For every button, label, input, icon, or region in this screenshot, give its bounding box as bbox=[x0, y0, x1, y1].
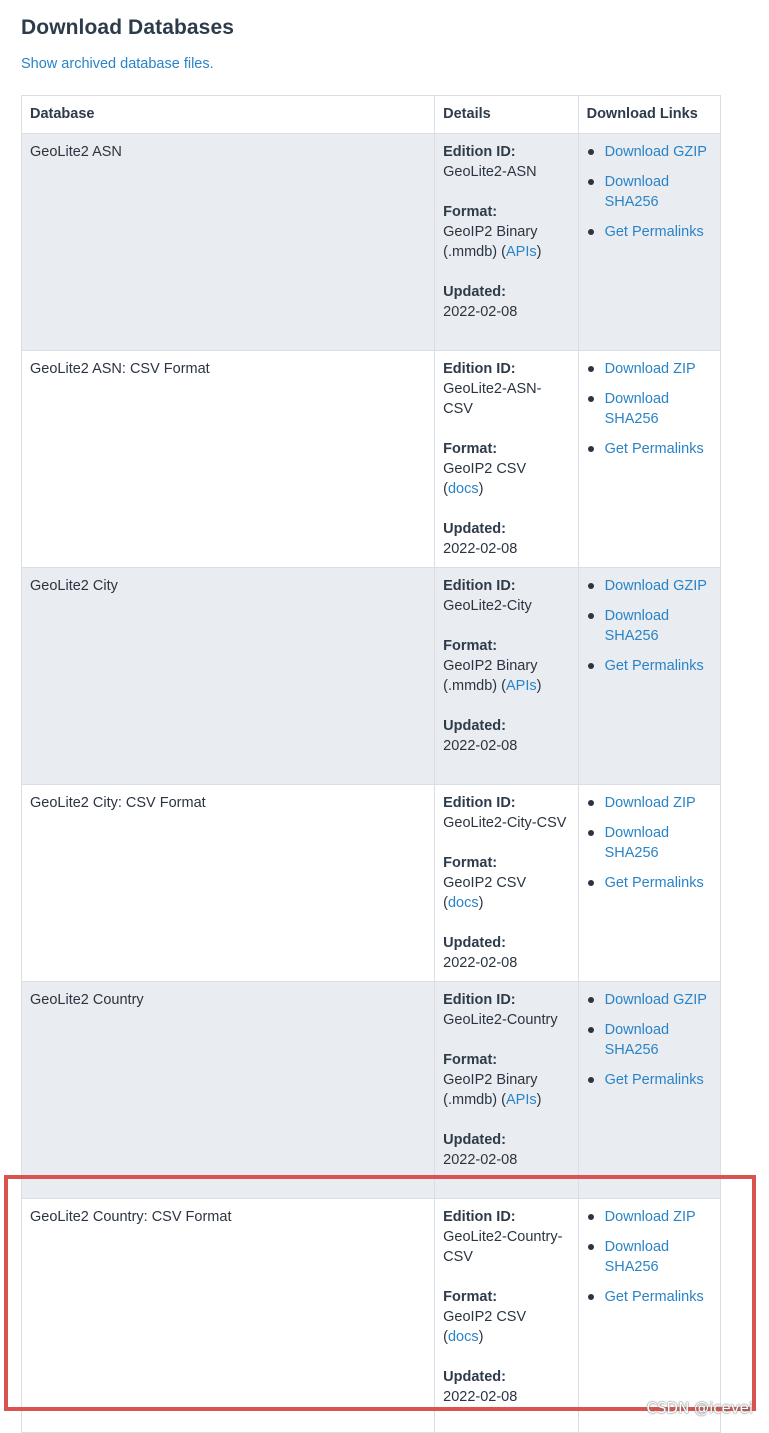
download-sha256-link[interactable]: Download SHA256 bbox=[604, 1239, 670, 1275]
download-archive-link[interactable]: Download ZIP bbox=[604, 795, 696, 811]
list-item bbox=[587, 793, 712, 813]
format-suffix: ) bbox=[536, 678, 542, 694]
format-suffix: ) bbox=[478, 481, 484, 497]
edition-label: Edition ID: bbox=[443, 795, 516, 811]
updated-date: 2022-02-08 bbox=[443, 1389, 518, 1405]
edition-label: Edition ID: bbox=[443, 361, 516, 377]
format-docs-link[interactable]: docs bbox=[447, 481, 479, 497]
database-name: GeoLite2 ASN: CSV Format bbox=[30, 361, 210, 377]
list-item bbox=[587, 606, 712, 646]
format-suffix: ) bbox=[478, 1329, 484, 1345]
database-name: GeoLite2 Country bbox=[30, 992, 144, 1008]
table-row bbox=[22, 568, 721, 785]
database-name: GeoLite2 ASN bbox=[30, 144, 122, 160]
download-links-cell bbox=[578, 568, 720, 785]
format-value bbox=[443, 656, 569, 696]
format-text: GeoIP2 CSV ( bbox=[443, 875, 527, 911]
download-links-list bbox=[587, 1207, 712, 1307]
details-cell bbox=[435, 568, 578, 785]
format-label: Format: bbox=[443, 1289, 498, 1305]
get-permalinks-link[interactable]: Get Permalinks bbox=[604, 658, 704, 674]
table-row bbox=[22, 785, 721, 982]
updated-label: Updated: bbox=[443, 935, 506, 951]
edition-block bbox=[443, 793, 569, 833]
details-cell bbox=[435, 785, 578, 982]
database-name-cell bbox=[22, 1199, 435, 1433]
list-item bbox=[587, 1070, 712, 1090]
download-archive-link[interactable]: Download ZIP bbox=[604, 1209, 696, 1225]
get-permalinks-link[interactable]: Get Permalinks bbox=[604, 441, 704, 457]
table-row bbox=[22, 134, 721, 351]
download-sha256-link[interactable]: Download SHA256 bbox=[604, 825, 670, 861]
format-docs-link[interactable]: APIs bbox=[505, 678, 537, 694]
page-title: Download Databases bbox=[21, 16, 235, 39]
database-name: GeoLite2 City bbox=[30, 578, 118, 594]
list-item bbox=[587, 873, 712, 893]
format-suffix: ) bbox=[536, 1092, 542, 1108]
header-database: Database bbox=[22, 96, 435, 134]
header-details: Details bbox=[435, 96, 578, 134]
format-label: Format: bbox=[443, 638, 498, 654]
format-label: Format: bbox=[443, 855, 498, 871]
format-value bbox=[443, 222, 569, 262]
database-name-cell bbox=[22, 351, 435, 568]
databases-table bbox=[21, 95, 721, 1433]
edition-block bbox=[443, 1207, 569, 1267]
edition-block bbox=[443, 142, 569, 182]
updated-date: 2022-02-08 bbox=[443, 541, 518, 557]
format-suffix: ) bbox=[478, 895, 484, 911]
table-row bbox=[22, 1199, 721, 1433]
table-row bbox=[22, 982, 721, 1199]
details-cell bbox=[435, 351, 578, 568]
list-item bbox=[587, 142, 712, 162]
details-cell bbox=[435, 982, 578, 1199]
edition-label: Edition ID: bbox=[443, 992, 516, 1008]
database-name: GeoLite2 Country: CSV Format bbox=[30, 1209, 232, 1225]
header-download-links: Download Links bbox=[578, 96, 720, 134]
download-links-cell bbox=[578, 982, 720, 1199]
updated-block bbox=[443, 933, 569, 973]
updated-block bbox=[443, 1130, 569, 1170]
list-item bbox=[587, 1237, 712, 1277]
table-header-row bbox=[22, 96, 721, 134]
edition-block bbox=[443, 576, 569, 616]
format-label: Format: bbox=[443, 441, 498, 457]
download-links-list bbox=[587, 359, 712, 459]
format-text: GeoIP2 CSV ( bbox=[443, 461, 527, 497]
updated-date: 2022-02-08 bbox=[443, 1152, 518, 1168]
download-links-list bbox=[587, 576, 712, 676]
list-item bbox=[587, 172, 712, 212]
archived-files-link[interactable]: Show archived database files. bbox=[21, 56, 214, 72]
format-value bbox=[443, 1070, 569, 1110]
edition-id: GeoLite2-ASN bbox=[443, 164, 537, 180]
download-links-cell bbox=[578, 1199, 720, 1433]
updated-date: 2022-02-08 bbox=[443, 955, 518, 971]
download-sha256-link[interactable]: Download SHA256 bbox=[604, 1022, 670, 1058]
updated-label: Updated: bbox=[443, 284, 506, 300]
edition-label: Edition ID: bbox=[443, 144, 516, 160]
download-archive-link[interactable]: Download GZIP bbox=[604, 578, 707, 594]
details-cell bbox=[435, 1199, 578, 1433]
download-links-list bbox=[587, 793, 712, 893]
list-item bbox=[587, 222, 712, 242]
download-sha256-link[interactable]: Download SHA256 bbox=[604, 608, 670, 644]
edition-id: GeoLite2-Country bbox=[443, 1012, 558, 1028]
download-archive-link[interactable]: Download GZIP bbox=[604, 144, 707, 160]
format-text: GeoIP2 CSV ( bbox=[443, 1309, 527, 1345]
list-item bbox=[587, 656, 712, 676]
get-permalinks-link[interactable]: Get Permalinks bbox=[604, 875, 704, 891]
updated-block bbox=[443, 282, 569, 322]
download-sha256-link[interactable]: Download SHA256 bbox=[604, 174, 670, 210]
database-name-cell bbox=[22, 568, 435, 785]
download-archive-link[interactable]: Download GZIP bbox=[604, 992, 707, 1008]
format-label: Format: bbox=[443, 1052, 498, 1068]
format-block bbox=[443, 202, 569, 262]
updated-label: Updated: bbox=[443, 521, 506, 537]
edition-id: GeoLite2-ASN-CSV bbox=[443, 381, 542, 417]
updated-block bbox=[443, 519, 569, 559]
get-permalinks-link[interactable]: Get Permalinks bbox=[604, 1289, 704, 1305]
format-block bbox=[443, 636, 569, 696]
format-value bbox=[443, 1307, 569, 1347]
format-value bbox=[443, 873, 569, 913]
table-row bbox=[22, 351, 721, 568]
edition-id: GeoLite2-City bbox=[443, 598, 532, 614]
updated-date: 2022-02-08 bbox=[443, 304, 518, 320]
format-block bbox=[443, 1050, 569, 1110]
database-name-cell bbox=[22, 134, 435, 351]
format-text: GeoIP2 Binary (.mmdb) ( bbox=[443, 224, 538, 260]
database-name-cell bbox=[22, 982, 435, 1199]
format-block bbox=[443, 853, 569, 913]
updated-block bbox=[443, 1367, 569, 1407]
download-links-cell bbox=[578, 785, 720, 982]
format-docs-link[interactable]: APIs bbox=[505, 1092, 537, 1108]
edition-label: Edition ID: bbox=[443, 1209, 516, 1225]
format-docs-link[interactable]: docs bbox=[447, 895, 479, 911]
list-item bbox=[587, 1020, 712, 1060]
updated-label: Updated: bbox=[443, 1132, 506, 1148]
list-item bbox=[587, 389, 712, 429]
list-item bbox=[587, 1207, 712, 1227]
download-archive-link[interactable]: Download ZIP bbox=[604, 361, 696, 377]
updated-label: Updated: bbox=[443, 1369, 506, 1385]
database-name: GeoLite2 City: CSV Format bbox=[30, 795, 206, 811]
download-sha256-link[interactable]: Download SHA256 bbox=[604, 391, 670, 427]
format-block bbox=[443, 1287, 569, 1347]
download-links-cell bbox=[578, 351, 720, 568]
list-item bbox=[587, 439, 712, 459]
format-docs-link[interactable]: docs bbox=[447, 1329, 479, 1345]
watermark: CSDN @icevei bbox=[646, 1399, 753, 1417]
format-suffix: ) bbox=[536, 244, 542, 260]
database-name-cell bbox=[22, 785, 435, 982]
format-text: GeoIP2 Binary (.mmdb) ( bbox=[443, 1072, 538, 1108]
edition-label: Edition ID: bbox=[443, 578, 516, 594]
get-permalinks-link[interactable]: Get Permalinks bbox=[604, 224, 704, 240]
edition-block bbox=[443, 359, 569, 419]
format-label: Format: bbox=[443, 204, 498, 220]
download-links-list bbox=[587, 142, 712, 242]
download-links-cell bbox=[578, 134, 720, 351]
list-item bbox=[587, 1287, 712, 1307]
list-item bbox=[587, 576, 712, 596]
updated-date: 2022-02-08 bbox=[443, 738, 518, 754]
list-item bbox=[587, 990, 712, 1010]
format-text: GeoIP2 Binary (.mmdb) ( bbox=[443, 658, 538, 694]
list-item bbox=[587, 823, 712, 863]
updated-block bbox=[443, 716, 569, 756]
format-value bbox=[443, 459, 569, 499]
updated-label: Updated: bbox=[443, 718, 506, 734]
details-cell bbox=[435, 134, 578, 351]
edition-id: GeoLite2-City-CSV bbox=[443, 815, 567, 831]
download-links-list bbox=[587, 990, 712, 1090]
edition-id: GeoLite2-Country-CSV bbox=[443, 1229, 563, 1265]
format-docs-link[interactable]: APIs bbox=[505, 244, 537, 260]
get-permalinks-link[interactable]: Get Permalinks bbox=[604, 1072, 704, 1088]
edition-block bbox=[443, 990, 569, 1030]
list-item bbox=[587, 359, 712, 379]
format-block bbox=[443, 439, 569, 499]
